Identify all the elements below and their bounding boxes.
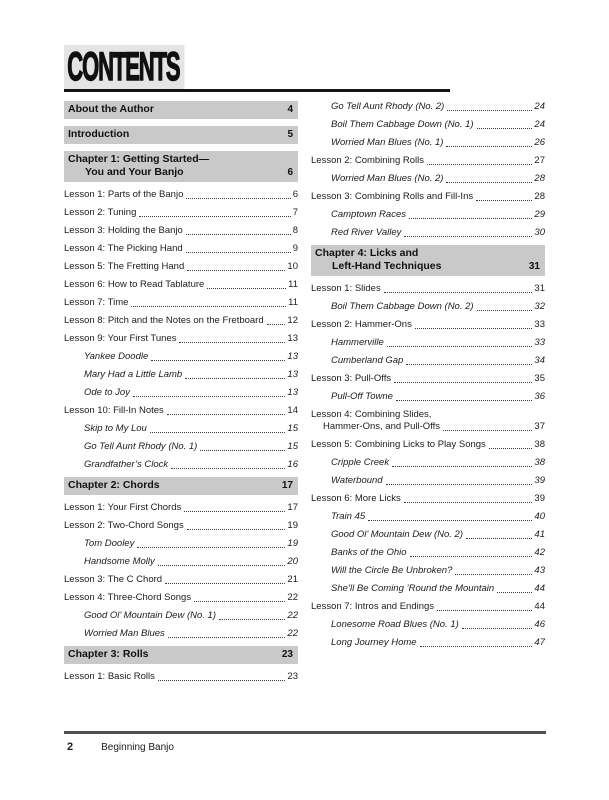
title-underline xyxy=(64,89,450,92)
dot-leader xyxy=(151,360,285,361)
toc-page-number: 39 xyxy=(534,493,545,504)
toc-entry-title: Lesson 3: Pull-Offs xyxy=(311,373,392,384)
chapter-heading-row xyxy=(68,128,293,141)
toc-entry-title: Worried Man Blues xyxy=(84,628,165,639)
toc-entry-lesson xyxy=(64,225,298,237)
toc-entry-lesson xyxy=(64,297,298,309)
dot-leader xyxy=(179,342,285,343)
toc-entry-title: Lesson 2: Combining Rolls xyxy=(311,155,425,166)
toc-entry-song xyxy=(311,637,545,649)
toc-entry-title: Lesson 5: Combining Licks to Play Songs xyxy=(311,439,486,450)
toc-page-number: 44 xyxy=(534,601,545,612)
toc-entry-title: Go Tell Aunt Rhody (No. 1) xyxy=(84,441,198,452)
toc-entry-lesson xyxy=(64,671,298,683)
toc-entry-title: Lesson 5: The Fretting Hand xyxy=(64,261,185,272)
toc-entry-lesson xyxy=(64,520,298,532)
toc-page-number: 23 xyxy=(287,671,298,682)
chapter-heading-row xyxy=(68,479,293,492)
toc-page-number: 12 xyxy=(287,315,298,326)
chapter-heading-bar xyxy=(311,245,545,276)
chapter-heading-title-line2: Left-Hand Techniques xyxy=(332,260,442,272)
chapter-heading-bar xyxy=(64,646,298,664)
toc-page-number: 35 xyxy=(534,373,545,384)
toc-page-number: 17 xyxy=(287,502,298,513)
toc-page-number: 20 xyxy=(287,556,298,567)
toc-page-number: 22 xyxy=(287,610,298,621)
dot-leader xyxy=(410,556,533,557)
chapter-heading-title-line2: You and Your Banjo xyxy=(85,166,184,178)
dot-leader xyxy=(171,468,285,469)
toc-entry-title: Lesson 6: How to Read Tablature xyxy=(64,279,205,290)
toc-entry-title: Lesson 1: Your First Chords xyxy=(64,502,182,513)
toc-entry-title: Lesson 10: Fill-In Notes xyxy=(64,405,164,416)
dot-leader xyxy=(386,484,533,485)
toc-entry-song xyxy=(311,301,545,313)
toc-entry-lesson xyxy=(64,592,298,604)
toc-page-number: 8 xyxy=(292,225,298,236)
toc-entry-song xyxy=(311,337,545,349)
toc-entry-song xyxy=(311,529,545,541)
toc-entry-title: Lesson 3: Combining Rolls and Fill-Ins xyxy=(311,191,474,202)
toc-page-number: 24 xyxy=(534,119,545,130)
toc-page-number: 27 xyxy=(534,155,545,166)
dot-leader xyxy=(167,414,286,415)
toc-entry-title: Worried Man Blues (No. 2) xyxy=(331,173,444,184)
toc-entry-title: Lesson 1: Basic Rolls xyxy=(64,671,155,682)
toc-page-number: 19 xyxy=(287,538,298,549)
dot-leader xyxy=(267,324,286,325)
chapter-heading-title: Chapter 3: Rolls xyxy=(68,648,149,660)
toc-entry-title: Lesson 2: Two-Chord Songs xyxy=(64,520,184,531)
toc-page-number: 13 xyxy=(287,387,298,398)
toc-entry-title: Lesson 7: Intros and Endings xyxy=(311,601,435,612)
dot-leader xyxy=(158,565,286,566)
toc-page-number: 13 xyxy=(287,369,298,380)
toc-entry-song xyxy=(64,423,298,435)
toc-page-number: 44 xyxy=(534,583,545,594)
toc-page-number: 29 xyxy=(534,209,545,220)
toc-entry-song xyxy=(311,227,545,239)
dot-leader xyxy=(219,619,285,620)
chapter-page-number: 31 xyxy=(528,261,540,272)
toc-entry-title: Cumberland Gap xyxy=(331,355,404,366)
chapter-heading-title: Introduction xyxy=(68,128,130,140)
dot-leader xyxy=(133,396,285,397)
dot-leader xyxy=(184,511,285,512)
toc-page-number: 6 xyxy=(292,189,298,200)
toc-entry-lesson xyxy=(64,502,298,514)
toc-entry-title: She’ll Be Coming ’Round the Mountain xyxy=(331,583,495,594)
dot-leader xyxy=(137,547,285,548)
toc-entry-song xyxy=(311,173,545,185)
toc-entry-song xyxy=(311,619,545,631)
toc-entry-title: Camptown Races xyxy=(331,209,406,220)
chapter-heading-bar xyxy=(64,151,298,182)
dot-leader xyxy=(384,292,533,293)
toc-entry-title: Pull-Off Towne xyxy=(331,391,393,402)
toc-entry-title: Good Ol’ Mountain Dew (No. 2) xyxy=(331,529,464,540)
chapter-heading-title-line1: Chapter 4: Licks and xyxy=(315,247,419,259)
toc-page-number: 30 xyxy=(534,227,545,238)
toc-page-number: 41 xyxy=(534,529,545,540)
toc-page-number: 9 xyxy=(292,243,298,254)
toc-entry-title: Grandfather’s Clock xyxy=(84,459,169,470)
dot-leader xyxy=(409,218,532,219)
dot-leader xyxy=(158,680,286,681)
toc-entry-song xyxy=(311,475,545,487)
toc-page-number: 40 xyxy=(534,511,545,522)
toc-entry-song xyxy=(311,209,545,221)
toc-entry-title: Tom Dooley xyxy=(84,538,135,549)
dot-leader xyxy=(186,198,290,199)
dot-leader xyxy=(404,236,532,237)
dot-leader xyxy=(404,502,533,503)
toc-entry-song xyxy=(64,369,298,381)
toc-entry-title: Lesson 3: The C Chord xyxy=(64,574,163,585)
dot-leader xyxy=(186,234,291,235)
chapter-page-number: 17 xyxy=(281,480,293,491)
toc-entry-lesson xyxy=(64,279,298,291)
toc-entry-lesson xyxy=(311,493,545,505)
dot-leader xyxy=(415,328,533,329)
toc-entry-song xyxy=(311,457,545,469)
toc-entry-title: Red River Valley xyxy=(331,227,402,238)
dot-leader xyxy=(462,628,533,629)
toc-entry-song xyxy=(311,583,545,595)
dot-leader xyxy=(187,270,285,271)
toc-page-number: 7 xyxy=(292,207,298,218)
toc-entry-song xyxy=(64,351,298,363)
page-title: CONTENTS xyxy=(64,45,184,89)
toc-page-number: 42 xyxy=(534,547,545,558)
toc-entry-title: Hammerville xyxy=(331,337,384,348)
dot-leader xyxy=(392,466,532,467)
toc-page-number: 10 xyxy=(287,261,298,272)
toc-page-number: 22 xyxy=(287,628,298,639)
toc-page-number: 33 xyxy=(534,319,545,330)
chapter-page-number: 5 xyxy=(287,129,293,140)
toc-entry-lesson xyxy=(64,261,298,273)
dot-leader xyxy=(387,346,533,347)
toc-page-number: 13 xyxy=(287,333,298,344)
dot-leader xyxy=(186,252,291,253)
toc-page-number: 31 xyxy=(534,283,545,294)
toc-entry-title: Lesson 3: Holding the Banjo xyxy=(64,225,183,236)
toc-page-number: 11 xyxy=(288,297,298,308)
toc-entry-song xyxy=(64,387,298,399)
chapter-heading-title: Chapter 2: Chords xyxy=(68,479,160,491)
dot-leader xyxy=(447,110,532,111)
toc-entry-title: Will the Circle Be Unbroken? xyxy=(331,565,453,576)
dot-leader xyxy=(194,601,285,602)
toc-page-number: 28 xyxy=(534,191,545,202)
toc-entry-song xyxy=(311,137,545,149)
toc-entry-title: Worried Man Blues (No. 1) xyxy=(331,137,444,148)
toc-page-number: 38 xyxy=(534,439,545,450)
toc-entry-title: Lesson 7: Time xyxy=(64,297,129,308)
chapter-page-number: 23 xyxy=(281,649,293,660)
toc-entry-title: Yankee Doodle xyxy=(84,351,149,362)
toc-page-number: 19 xyxy=(287,520,298,531)
toc-page-number: 46 xyxy=(534,619,545,630)
toc-entry-title: Mary Had a Little Lamb xyxy=(84,369,183,380)
toc-page-number: 16 xyxy=(287,459,298,470)
toc-page-number: 13 xyxy=(287,351,298,362)
dot-leader xyxy=(200,450,285,451)
toc-entry-title: Lesson 6: More Licks xyxy=(311,493,401,504)
toc-entry-lesson xyxy=(64,333,298,345)
chapter-heading-title-line1: Chapter 1: Getting Started— xyxy=(68,153,210,165)
toc-entry-title: Lesson 1: Slides xyxy=(311,283,381,294)
dot-leader xyxy=(150,432,286,433)
footer-rule xyxy=(64,731,546,734)
toc-entry-title: Boil Them Cabbage Down (No. 2) xyxy=(331,301,474,312)
dot-leader xyxy=(476,200,532,201)
toc-entry-lesson xyxy=(64,207,298,219)
toc-page-number: 15 xyxy=(287,441,298,452)
dot-leader xyxy=(489,448,533,449)
toc-entry-song xyxy=(64,628,298,640)
toc-entry-title: Waterbound xyxy=(331,475,383,486)
dot-leader xyxy=(187,529,286,530)
dot-leader xyxy=(207,288,286,289)
toc-entry-row xyxy=(311,421,545,433)
toc-entry-song xyxy=(311,547,545,559)
toc-entry-title: Lesson 2: Tuning xyxy=(64,207,137,218)
toc-page-number: 14 xyxy=(287,405,298,416)
toc-page-number: 43 xyxy=(534,565,545,576)
chapter-page-number: 6 xyxy=(287,167,293,178)
toc-page-number: 26 xyxy=(534,137,545,148)
toc-page-number: 15 xyxy=(287,423,298,434)
dot-leader xyxy=(466,538,532,539)
chapter-heading-row xyxy=(68,166,293,179)
toc-entry-lesson xyxy=(311,439,545,451)
toc-entry-title: Lesson 9: Your First Tunes xyxy=(64,333,177,344)
toc-page-number: 47 xyxy=(534,637,545,648)
chapter-heading-bar xyxy=(64,101,298,119)
chapter-heading-row xyxy=(68,648,293,661)
dot-leader xyxy=(165,583,285,584)
toc-entry-song xyxy=(64,538,298,550)
toc-entry-title: Banks of the Ohio xyxy=(331,547,407,558)
dot-leader xyxy=(185,378,285,379)
toc-column-left xyxy=(64,101,298,689)
chapter-heading-bar xyxy=(64,126,298,144)
toc-page-number: 34 xyxy=(534,355,545,366)
toc-entry-title: Skip to My Lou xyxy=(84,423,147,434)
toc-entry-title: Go Tell Aunt Rhody (No. 2) xyxy=(331,101,445,112)
toc-entry-lesson xyxy=(64,243,298,255)
dot-leader xyxy=(446,146,532,147)
chapter-page-number: 4 xyxy=(287,104,293,115)
dot-leader xyxy=(427,164,532,165)
toc-entry-lesson xyxy=(311,319,545,331)
dot-leader xyxy=(497,592,532,593)
toc-entry-title: Lesson 2: Hammer-Ons xyxy=(311,319,412,330)
toc-entry-title: Handsome Molly xyxy=(84,556,155,567)
dot-leader xyxy=(168,637,286,638)
chapter-heading-row xyxy=(315,260,540,273)
toc-entry-lesson-wrapped xyxy=(311,409,545,433)
toc-entry-song xyxy=(311,119,545,131)
toc-entry-title-line2: Hammer-Ons, and Pull-Offs xyxy=(323,421,441,432)
dot-leader xyxy=(406,364,532,365)
dot-leader xyxy=(446,182,532,183)
toc-entry-song xyxy=(311,511,545,523)
page-title-block xyxy=(64,45,450,89)
toc-page-number: 39 xyxy=(534,475,545,486)
toc-entry-lesson xyxy=(311,155,545,167)
dot-leader xyxy=(396,400,532,401)
toc-page-number: 37 xyxy=(534,421,545,432)
toc-entry-title: Lesson 8: Pitch and the Notes on the Fretboard xyxy=(64,315,264,326)
toc-entry-lesson xyxy=(64,315,298,327)
dot-leader xyxy=(477,310,533,311)
toc-entry-lesson xyxy=(311,283,545,295)
toc-entry-title: Lesson 4: Three-Chord Songs xyxy=(64,592,192,603)
chapter-heading-row xyxy=(68,103,293,116)
toc-entry-song xyxy=(64,610,298,622)
folio-page-number: 2 xyxy=(67,741,74,753)
toc-page-number: 24 xyxy=(534,101,545,112)
toc-entry-song xyxy=(311,355,545,367)
dot-leader xyxy=(437,610,532,611)
dot-leader xyxy=(443,430,532,431)
dot-leader xyxy=(394,382,532,383)
toc-entry-title: Long Journey Home xyxy=(331,637,417,648)
toc-entry-song xyxy=(64,556,298,568)
toc-entry-title: Good Ol’ Mountain Dew (No. 1) xyxy=(84,610,217,621)
dot-leader xyxy=(139,216,290,217)
toc-entry-title: Lesson 1: Parts of the Banjo xyxy=(64,189,184,200)
toc-page-number: 22 xyxy=(287,592,298,603)
toc-entry-song xyxy=(64,459,298,471)
page-footer xyxy=(67,741,174,753)
toc-page-number: 32 xyxy=(534,301,545,312)
toc-entry-lesson xyxy=(64,574,298,586)
toc-entry-title: Lonesome Road Blues (No. 1) xyxy=(331,619,459,630)
dot-leader xyxy=(455,574,532,575)
toc-page-number: 11 xyxy=(288,279,298,290)
toc-entry-title-line1: Lesson 4: Combining Slides, xyxy=(311,409,432,420)
toc-entry-song xyxy=(64,441,298,453)
toc-entry-lesson xyxy=(311,373,545,385)
toc-entry-title: Ode to Joy xyxy=(84,387,130,398)
toc-entry-lesson xyxy=(64,189,298,201)
book-title: Beginning Banjo xyxy=(101,742,174,753)
toc-entry-title: Lesson 4: The Picking Hand xyxy=(64,243,183,254)
toc-entry-lesson xyxy=(311,601,545,613)
toc-entry-title: Train 45 xyxy=(331,511,366,522)
dot-leader xyxy=(477,128,533,129)
dot-leader xyxy=(368,520,532,521)
toc-page-number: 28 xyxy=(534,173,545,184)
toc-entry-title: Cripple Creek xyxy=(331,457,390,468)
toc-entry-song xyxy=(311,391,545,403)
dot-leader xyxy=(131,306,286,307)
toc-page-number: 38 xyxy=(534,457,545,468)
chapter-heading-title: About the Author xyxy=(68,103,154,115)
toc-page-number: 36 xyxy=(534,391,545,402)
toc-columns xyxy=(64,101,546,689)
toc-column-right xyxy=(311,101,545,689)
toc-entry-title: Boil Them Cabbage Down (No. 1) xyxy=(331,119,474,130)
toc-page-number: 33 xyxy=(534,337,545,348)
chapter-heading-bar xyxy=(64,477,298,495)
toc-entry-lesson xyxy=(311,191,545,203)
toc-page-number: 21 xyxy=(287,574,298,585)
toc-entry-song xyxy=(311,565,545,577)
dot-leader xyxy=(420,646,533,647)
toc-entry-lesson xyxy=(64,405,298,417)
toc-entry-song xyxy=(311,101,545,113)
